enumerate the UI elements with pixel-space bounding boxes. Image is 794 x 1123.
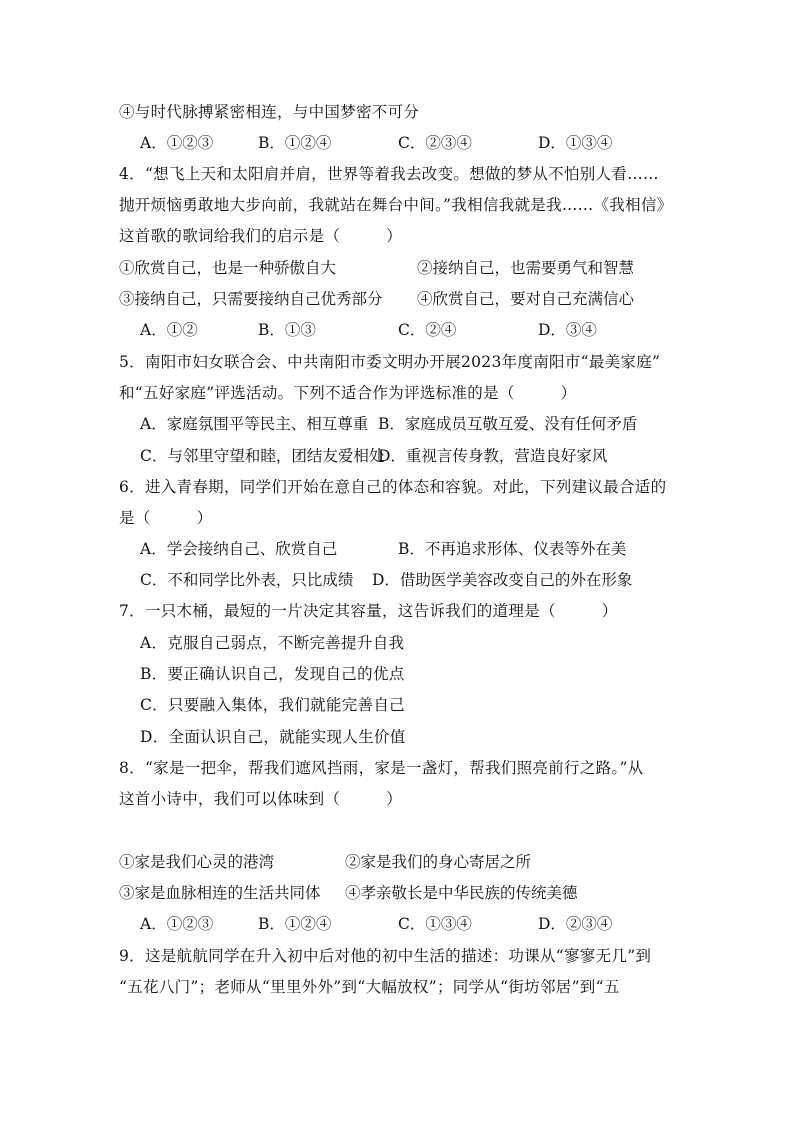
q5-option-d[interactable]: D．重视言传身教，营造良好家风	[378, 447, 608, 465]
q4-stem-line2: 抛开烦恼勇敢地大步向前，我就站在舞台中间。”我相信我就是我……《我相信》	[119, 196, 673, 214]
q6-option-c[interactable]: C．不和同学比外表，只比成绩	[140, 571, 354, 589]
q7-stem-text: 7．一只木桶，最短的一片决定其容量，这告诉我们的道理是（	[119, 602, 556, 620]
q3-option-b[interactable]: B．①②④	[258, 134, 332, 152]
q5-option-a[interactable]: A．家庭氛围平等民主、相互尊重	[140, 415, 369, 433]
q5-option-c[interactable]: C．与邻里守望和睦，团结友爱相处	[140, 447, 385, 465]
q4-statement-2: ②接纳自己，也需要勇气和智慧	[417, 259, 635, 277]
q9-stem-line2: “五花八门”；老师从“里里外外”到“大幅放权”；同学从“街坊邻居”到“五	[119, 978, 620, 996]
q3-option-c[interactable]: C．②③④	[398, 134, 472, 152]
q5-stem-line2	[119, 383, 576, 403]
q7-stem-line1	[119, 601, 618, 621]
q5-option-b[interactable]: B．家庭成员互敬互爱、没有任何矛盾	[378, 415, 638, 433]
q7-option-d[interactable]: D．全面认识自己，就能实现人生价值	[140, 728, 406, 746]
q8-option-b[interactable]: B．①②④	[258, 915, 332, 933]
q7-option-b[interactable]: B．要正确认识自己，发现自己的优点	[140, 665, 405, 683]
q8-option-c[interactable]: C．①③④	[398, 915, 472, 933]
q4-option-d[interactable]: D．③④	[538, 321, 597, 339]
q6-stem-text: 是（	[119, 509, 151, 527]
q6-option-a[interactable]: A．学会接纳自己、欣赏自己	[140, 540, 338, 558]
q8-statement-1: ①家是我们心灵的港湾	[119, 853, 275, 871]
q8-stem-text: 这首小诗中，我们可以体味到（	[119, 790, 341, 808]
q4-stem-text: 这首歌的歌词给我们的启示是（	[119, 227, 341, 245]
q8-stem-line2	[119, 789, 402, 809]
q8-statement-3: ③家是血脉相连的生活共同体	[119, 884, 321, 902]
q8-statement-4: ④孝亲敬长是中华民族的传统美德	[345, 884, 578, 902]
q6-option-d[interactable]: D．借助医学美容改变自己的外在形象	[372, 571, 633, 589]
q7-stem-close: ）	[601, 602, 618, 620]
q8-stem-close: ）	[386, 790, 403, 808]
q4-option-c[interactable]: C．②④	[398, 321, 457, 339]
q4-stem-line1: 4．“想飞上天和太阳肩并肩，世界等着我去改变。想做的梦从不怕别人看……	[119, 165, 659, 183]
q6-option-b[interactable]: B．不再追求形体、仪表等外在美	[398, 540, 627, 558]
q3-option-a[interactable]: A．①②③	[140, 134, 214, 152]
q6-stem-line1: 6．进入青春期，同学们开始在意自己的体态和容貌。对此，下列建议最合适的	[119, 478, 667, 496]
q6-stem-line2	[119, 508, 212, 528]
q4-option-b[interactable]: B．①③	[258, 321, 316, 339]
q7-option-c[interactable]: C．只要融入集体，我们就能完善自己	[140, 696, 405, 714]
q4-statement-3: ③接纳自己，只需要接纳自己优秀部分	[119, 290, 383, 308]
q8-stem-line1: 8．“家是一把伞，帮我们遮风挡雨，家是一盏灯，帮我们照亮前行之路。”从	[119, 759, 644, 777]
q3-option-d[interactable]: D．①③④	[538, 134, 613, 152]
q5-stem-close: ）	[560, 384, 577, 402]
q7-option-a[interactable]: A．克服自己弱点，不断完善提升自我	[140, 634, 405, 652]
q9-stem-line1: 9．这是航航同学在升入初中后对他的初中生活的描述：功课从“寥寥无几”到	[119, 947, 652, 965]
q6-stem-close: ）	[196, 509, 213, 527]
q5-stem-text: 和“五好家庭”评选活动。下列不适合作为评选标准的是（	[119, 384, 515, 402]
q8-option-a[interactable]: A．①②③	[140, 915, 214, 933]
q4-statement-1: ①欣赏自己，也是一种骄傲自大	[119, 259, 337, 277]
q8-option-d[interactable]: D．②③④	[538, 915, 613, 933]
q5-stem-line1: 5．南阳市妇女联合会、中共南阳市委文明办开展2023年度南阳市“最美家庭”	[119, 353, 661, 371]
q4-stem-line3	[119, 226, 402, 246]
q8-statement-2: ②家是我们的身心寄居之所	[345, 853, 532, 871]
q4-stem-close: ）	[386, 227, 403, 245]
q3-statement-4: ④与时代脉搏紧密相连，与中国梦密不可分	[119, 103, 420, 121]
q4-option-a[interactable]: A．①②	[140, 321, 198, 339]
q4-statement-4: ④欣赏自己，要对自己充满信心	[417, 290, 635, 308]
